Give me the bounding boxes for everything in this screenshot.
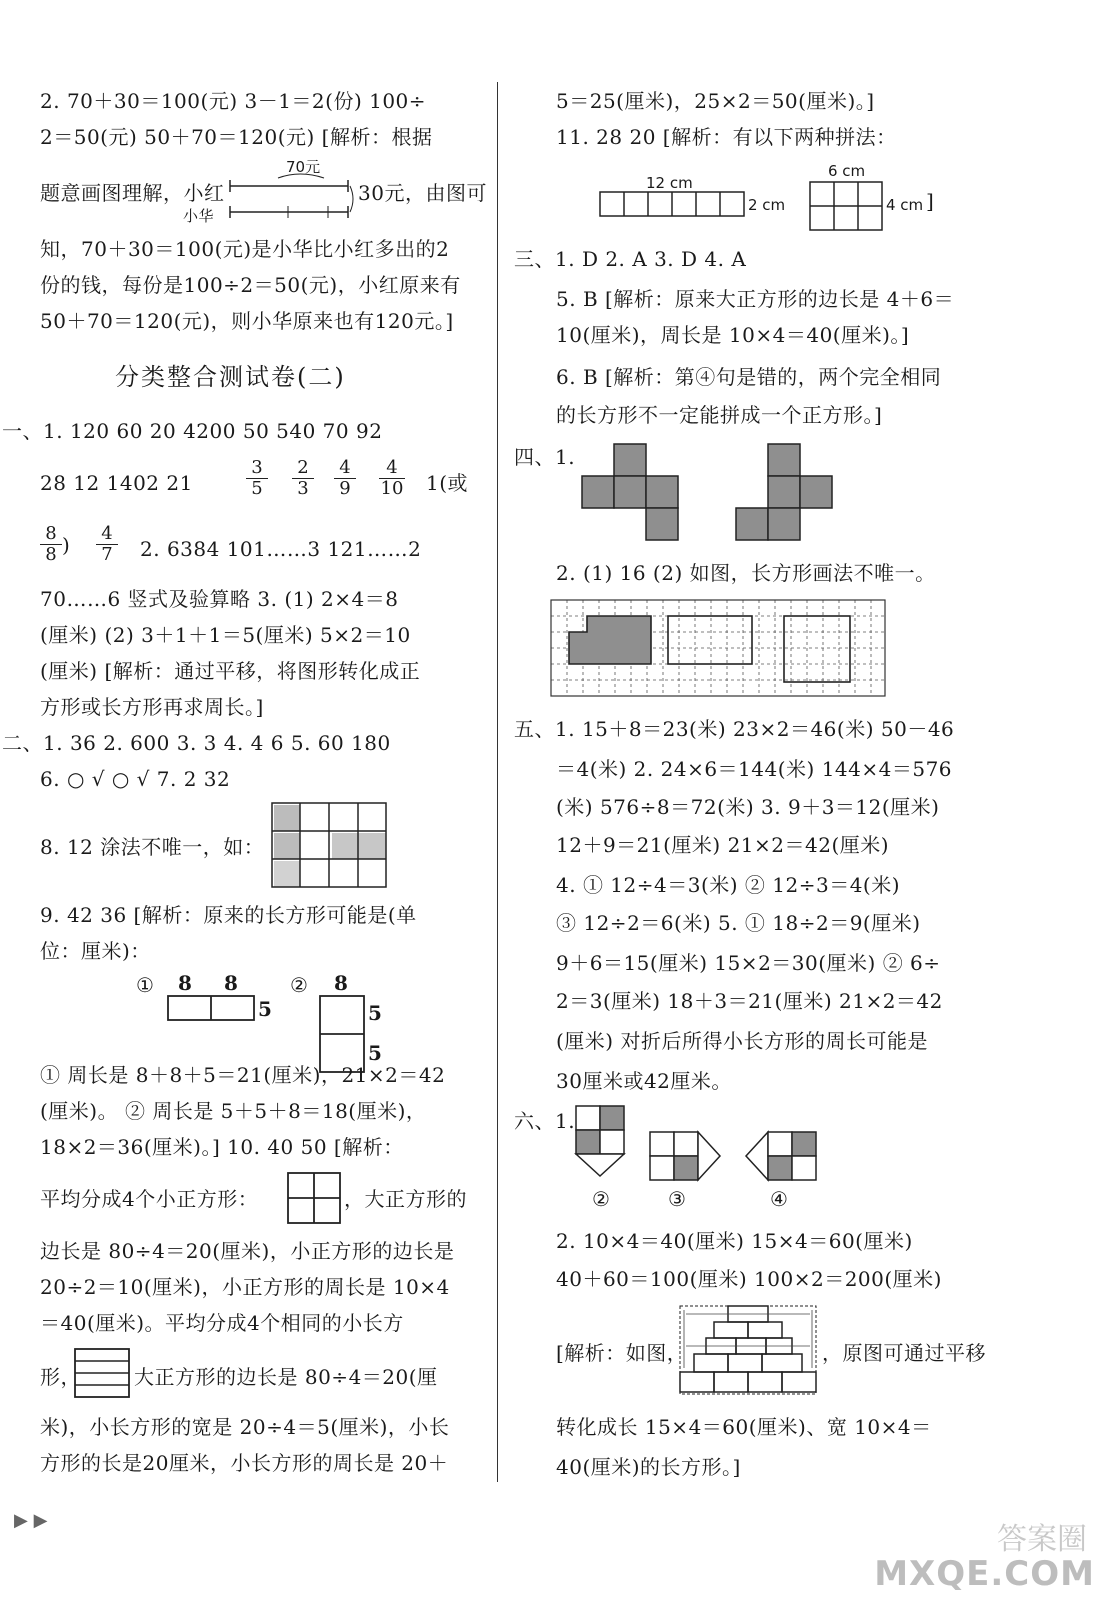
q1-line-1: 一、1. 120 60 20 4200 50 540 70 92 [2, 419, 383, 443]
shape-label-2: ② [592, 1187, 610, 1211]
q1-line-3: 2. 6384 101……3 121……2 [140, 537, 422, 561]
s5-line-2: ＝4(米) 2. 24×6＝144(米) 144×4＝576 [556, 757, 953, 781]
fraction-3-5: $\frac{3}{5}$ [246, 458, 268, 499]
q9-after-6: 20÷2＝10(厘米)，小正方形的周长是 10×4 [40, 1275, 450, 1299]
label-5c: 5 [368, 1041, 382, 1065]
q1-line-2: 28 12 1402 21 [40, 471, 193, 495]
s6-line-4: [解析：如图， [556, 1341, 688, 1365]
q9-after-9: 米)，小长方形的宽是 20÷4＝5(厘米)，小长 [40, 1415, 450, 1439]
label-6cm: 6 cm [828, 162, 866, 180]
bracket-close: ] [926, 189, 934, 213]
circle-1: ① [136, 973, 154, 997]
s3-line-2: 5. B [解析：原来大正方形的边长是 4＋6＝ [556, 287, 955, 311]
fraction-2-3: $\frac{2}{3}$ [292, 458, 314, 499]
paren-close: ) [62, 533, 71, 557]
xiaohua-label: 小华 [183, 207, 215, 225]
s6-line-4b: ，原图可通过平移 [822, 1341, 986, 1365]
left-line-3: 题意画图理解，小红 [40, 181, 225, 205]
money-diagram [228, 156, 358, 224]
q2-line-1: 二、1. 36 2. 600 3. 3 4. 4 6 5. 60 180 [2, 731, 391, 755]
s4-line-1: 四、1. [514, 445, 576, 469]
q9-after-10: 方形的长是20厘米，小长方形的周长是 20＋ [40, 1451, 449, 1475]
q9-line-2: 位：厘米)： [40, 939, 151, 963]
q9-after-4: 平均分成4个小正方形： [40, 1187, 259, 1211]
s6-line-3: 40＋60＝100(厘米) 100×2＝200(厘米) [556, 1267, 942, 1291]
s5-line-7: 9＋6＝15(厘米) 15×2＝30(厘米) ② 6÷ [556, 951, 941, 975]
q1-line-4: 70……6 竖式及验算略 3. (1) 2×4＝8 [40, 587, 399, 611]
q2-line-3: 8. 12 涂法不唯一，如： [40, 835, 265, 859]
s5-line-4: 12＋9＝21(厘米) 21×2＝42(厘米) [556, 833, 890, 857]
shape-label-4: ④ [770, 1187, 788, 1211]
q9-after-2: (厘米)。 ② 周长是 5＋5＋8＝18(厘米)， [40, 1099, 427, 1123]
fraction-4-9: $\frac{4}{9}$ [334, 458, 356, 499]
s6-line-5: 转化成长 15×4＝60(厘米)、宽 10×4＝ [556, 1415, 932, 1439]
s3-line-5: 的长方形不一定能拼成一个正方形。] [556, 403, 883, 427]
q9-after-8: 形， [40, 1365, 81, 1389]
q1-line-6: (厘米) [解析：通过平移，将图形转化成正 [40, 659, 421, 683]
right-line-1: 5＝25(厘米)，25×2＝50(厘米)。] [556, 89, 875, 113]
q11-diagram [600, 160, 940, 220]
s6-line-6: 40(厘米)的长方形。] [556, 1455, 741, 1479]
s5-line-9: (厘米) 对折后所得小长方形的周长可能是 [556, 1029, 928, 1053]
fraction-4-7: $\frac{4}{7}$ [96, 524, 118, 565]
label-8a: 8 [178, 971, 192, 995]
shape-label-3: ③ [668, 1187, 686, 1211]
watermark-bottom: MXQE.COM [874, 1554, 1095, 1594]
q9-after-1: ① 周长是 8＋8＋5＝21(厘米)，21×2＝42 [40, 1063, 446, 1087]
s3-line-3: 10(厘米)，周长是 10×4＝40(厘米)。] [556, 323, 910, 347]
label-4cm: 4 cm [886, 196, 924, 214]
label-8b: 8 [224, 971, 238, 995]
s6-line-2: 2. 10×4＝40(厘米) 15×4＝60(厘米) [556, 1229, 913, 1253]
four-strips-figure [74, 1348, 132, 1400]
fold-shapes [572, 1104, 822, 1210]
column-divider [497, 82, 498, 1482]
shading-grid [272, 803, 388, 889]
s5-line-6: ③ 12÷2＝6(米) 5. ① 18÷2＝9(厘米) [556, 911, 921, 935]
dotted-grid [551, 600, 887, 698]
circle-2: ② [290, 973, 308, 997]
q1-line-2b: 1(或 [426, 471, 469, 495]
s3-line-4: 6. B [解析：第④句是错的，两个完全相同 [556, 365, 942, 389]
s5-line-10: 30厘米或42厘米。 [556, 1069, 732, 1093]
left-line-1: 2. 70＋30＝100(元) 3－1＝2(份) 100÷ [40, 89, 427, 113]
s5-line-5: 4. ① 12÷4＝3(米) ② 12÷3＝4(米) [556, 873, 901, 897]
q9-after-7: ＝40(厘米)。平均分成4个相同的小长方 [40, 1311, 404, 1335]
label-5a: 5 [258, 997, 272, 1021]
left-line-3b: 30元，由图可 [358, 181, 487, 205]
left-line-6: 50＋70＝120(元)，则小华原来也有120元。] [40, 309, 454, 333]
s5-line-8: 2＝3(厘米) 18＋3＝21(厘米) 21×2＝42 [556, 989, 943, 1013]
money-70-label: 70元 [286, 158, 321, 176]
s6-line-1: 六、1. [514, 1109, 576, 1133]
left-line-5: 份的钱，每份是100÷2＝50(元)，小红原来有 [40, 273, 461, 297]
left-line-2: 2＝50(元) 50＋70＝120(元) [解析：根据 [40, 125, 433, 149]
brick-wall-figure [678, 1304, 822, 1398]
q9-after-5: 边长是 80÷4＝20(厘米)，小正方形的边长是 [40, 1239, 455, 1263]
s5-line-1: 五、1. 15＋8＝23(米) 23×2＝46(米) 50－46 [514, 717, 955, 741]
s5-line-3: (米) 576÷8＝72(米) 3. 9＋3＝12(厘米) [556, 795, 940, 819]
fraction-8-8: $\frac{8}{8}$ [40, 524, 62, 565]
q1-line-7: 方形或长方形再求周长。] [40, 695, 264, 719]
q9-after-8b: 大正方形的边长是 80÷4＝20(厘 [134, 1365, 438, 1389]
cube-nets [580, 444, 840, 544]
page-marker: ▶ ▶ [14, 1510, 48, 1531]
label-2cm: 2 cm [748, 196, 786, 214]
s4-line-2: 2. (1) 16 (2) 如图，长方形画法不唯一。 [556, 561, 936, 585]
fraction-4-10: $\frac{4}{10}$ [380, 457, 404, 499]
left-line-4: 知，70＋30＝100(元)是小华比小红多出的2 [40, 237, 450, 261]
label-8c: 8 [334, 971, 348, 995]
q2-line-2: 6. ○ √ ○ √ 7. 2 32 [40, 767, 231, 791]
q9-after-4b: ，大正方形的 [344, 1187, 467, 1211]
label-5b: 5 [368, 1001, 382, 1025]
q9-line-1: 9. 42 36 [解析：原来的长方形可能是(单 [40, 903, 417, 927]
watermark-top: 答案圈 [997, 1522, 1087, 1557]
right-line-2: 11. 28 20 [解析：有以下两种拼法： [556, 125, 897, 149]
section-title: 分类整合测试卷(二) [115, 363, 346, 391]
label-12cm: 12 cm [646, 174, 693, 192]
q1-line-5: (厘米) (2) 3＋1＋1＝5(厘米) 5×2＝10 [40, 623, 411, 647]
four-squares-figure [287, 1172, 343, 1226]
s3-line-1: 三、1. D 2. A 3. D 4. A [514, 247, 747, 271]
q9-after-3: 18×2＝36(厘米)。] 10. 40 50 [解析： [40, 1135, 404, 1159]
